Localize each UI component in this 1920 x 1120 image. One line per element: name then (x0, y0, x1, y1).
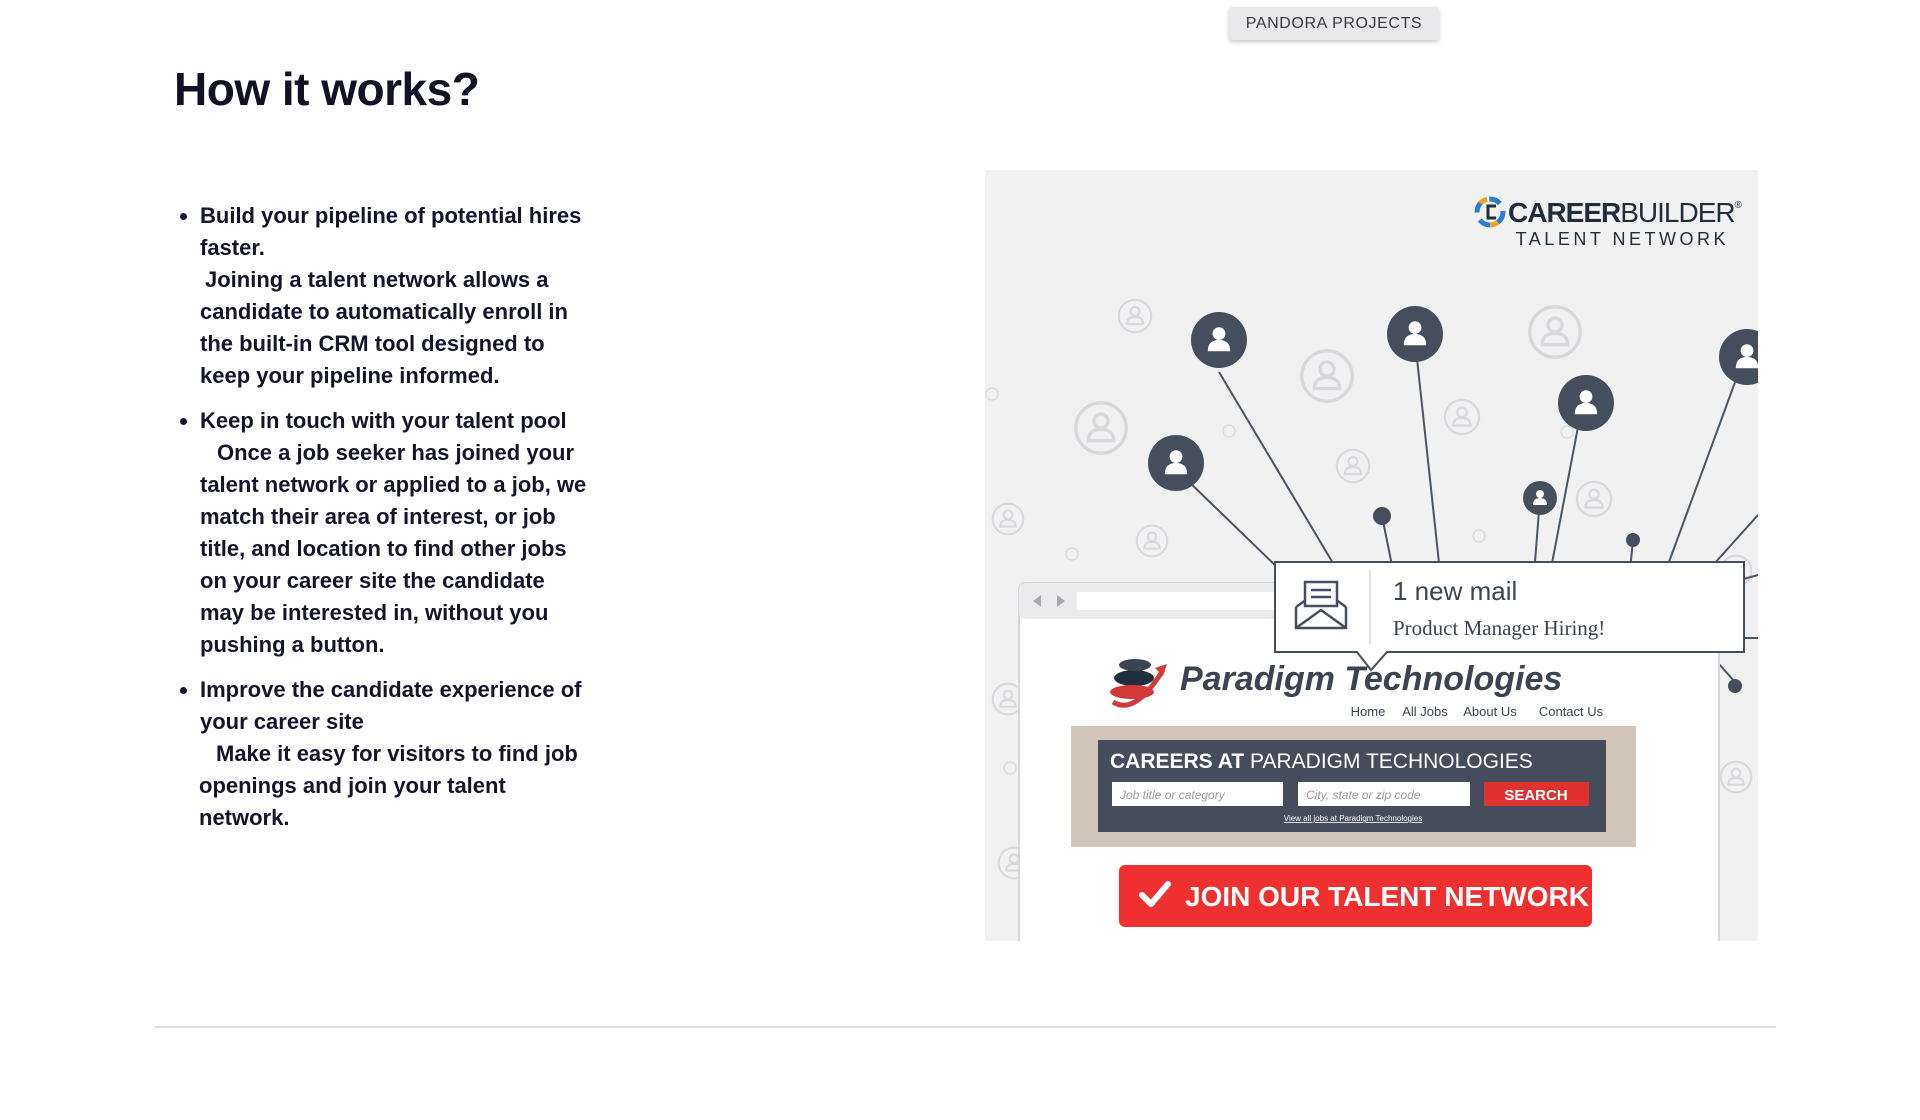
feature-heading: Build your pipeline of potential hires faster. (200, 203, 582, 260)
company-name: Paradigm Technologies (1180, 660, 1563, 698)
view-all-jobs-link[interactable]: View all jobs at Paradigm Technologies (1283, 814, 1423, 823)
location-placeholder: City, state or zip code (1306, 788, 1421, 802)
careers-search-banner (1071, 726, 1636, 847)
network-person-nodes (1148, 306, 1758, 515)
brand-registered-mark: ® (1734, 200, 1741, 211)
notification-title: 1 new mail (1393, 576, 1518, 606)
site-nav-about-us[interactable]: About Us (1463, 704, 1517, 719)
site-nav-contact-us[interactable]: Contact Us (1538, 704, 1604, 719)
brand-subtitle: TALENT NETWORK (1515, 229, 1729, 249)
search-button-label: SEARCH (1504, 787, 1568, 804)
site-nav-all-jobs[interactable]: All Jobs (1402, 704, 1448, 719)
join-talent-network-button[interactable] (1119, 865, 1592, 927)
feature-description: Joining a talent network allows a candidate to automatically enroll in the built-in CRM tool designed to keep your pipeline informed. (200, 267, 568, 388)
feature-list (178, 200, 590, 847)
page-title: How it works? (174, 63, 480, 115)
careers-heading: CAREERS AT PARADIGM TECHNOLOGIES (1110, 750, 1533, 773)
careerbuilder-logo (1477, 197, 1743, 249)
feature-description: Once a job seeker has joined your talent network or applied to a job, we match their area of interest, or job title, and location to find other jobs on your career site the candidate may be interested in, without you pushing a button. (200, 440, 587, 657)
feature-item (200, 674, 590, 834)
brand-secondary-text: BUILDER (1620, 197, 1735, 228)
site-nav-home[interactable]: Home (1350, 704, 1386, 719)
feature-heading: Keep in touch with your talent pool (200, 408, 567, 433)
feature-heading: Improve the candidate experience of your career site (200, 677, 582, 734)
feature-description: Make it easy for visitors to find job openings and join your talent network. (199, 741, 578, 830)
job-title-placeholder: Job title or category (1120, 788, 1225, 802)
talent-network-illustration (985, 170, 1758, 941)
brand-primary-text: CAREER (1508, 197, 1621, 228)
feature-item (200, 405, 590, 661)
section-divider (154, 1026, 1776, 1028)
notification-body: Product Manager Hiring! (1393, 616, 1606, 640)
cta-label: JOIN OUR TALENT NETWORK (1185, 881, 1589, 912)
feature-item (200, 200, 590, 392)
svg-text:CAREERBUILDER® (1508, 197, 1743, 228)
talent-network-graphic (985, 170, 1758, 941)
pandora-projects-badge[interactable]: PANDORA PROJECTS (1229, 7, 1439, 40)
